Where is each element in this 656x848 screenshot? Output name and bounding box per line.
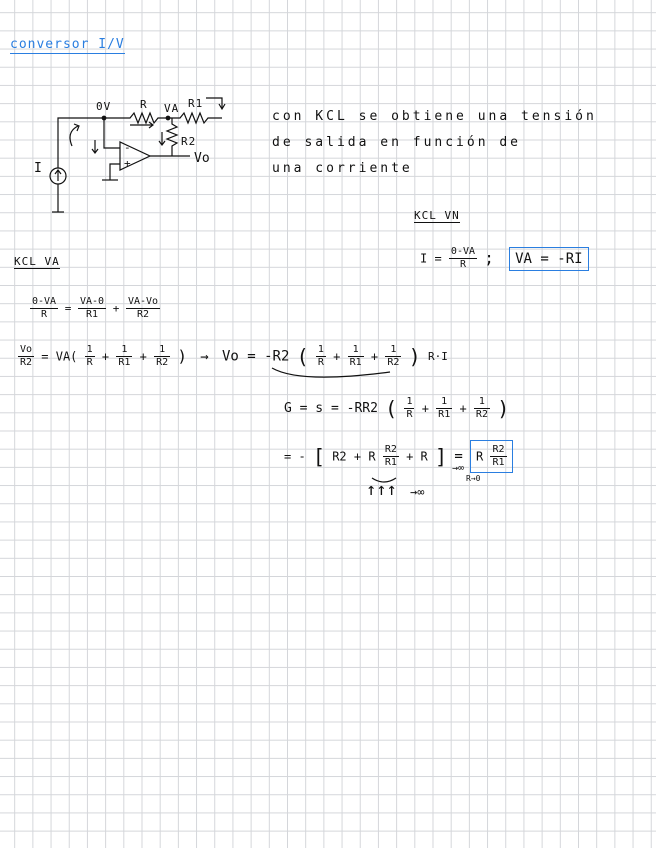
fraction-den: R xyxy=(41,309,48,320)
equation-kcl-va-1 xyxy=(30,296,160,321)
label-r: R xyxy=(140,98,148,111)
fraction-num: 1 xyxy=(474,396,490,409)
fraction xyxy=(30,296,58,321)
fraction-num: 0-VA xyxy=(450,246,476,257)
fraction-num: 1 xyxy=(436,396,452,409)
arrow-to-infinity-small: →∞ xyxy=(452,463,465,474)
plus-sign: + xyxy=(112,302,120,315)
fraction xyxy=(474,396,490,421)
fraction xyxy=(436,396,452,421)
fraction-num: VA-0 xyxy=(79,296,105,307)
resistor-r xyxy=(108,113,168,123)
fraction xyxy=(404,396,414,421)
resistor-r2 xyxy=(167,118,177,156)
wire-inverting xyxy=(104,118,120,148)
equation-kcl-va-2 xyxy=(18,344,448,369)
fraction-den: R xyxy=(317,357,324,368)
equals-sign: = xyxy=(64,302,72,315)
text-line-3: una corriente xyxy=(272,161,413,176)
fraction-num: VA-Vo xyxy=(127,296,159,307)
fraction xyxy=(383,444,399,469)
fraction-den: R xyxy=(406,409,413,420)
r-to-zero-note: R→0 xyxy=(466,474,481,483)
label-r2: R2 xyxy=(181,135,197,148)
fraction-num: 1 xyxy=(348,344,364,357)
label-plus: + xyxy=(124,157,132,170)
label-minus: - xyxy=(124,141,132,154)
gain2-end: + R xyxy=(406,449,428,464)
plus-sign: + xyxy=(459,401,467,416)
boxed-r: R xyxy=(475,449,484,464)
open-bracket: [ xyxy=(312,444,325,469)
fraction-num: 1 xyxy=(317,344,324,355)
eq-vn-sep: ; xyxy=(484,248,494,268)
eq-vo-text: Vo = -R2 xyxy=(221,348,290,365)
fraction-den: R1 xyxy=(384,457,397,468)
label-r1: R1 xyxy=(188,97,204,110)
page-title: conversor I/V xyxy=(10,37,125,52)
arrow-to-infinity: →∞ xyxy=(410,485,425,499)
fraction-den: R1 xyxy=(349,357,362,368)
plus-sign: + xyxy=(370,349,379,364)
fraction-den: R xyxy=(459,259,466,270)
text-line-2: de salida en función de xyxy=(272,135,522,150)
fraction xyxy=(78,296,106,321)
label-i: I xyxy=(34,161,42,176)
fraction-den: R2 xyxy=(475,409,488,420)
boxed-result-va: VA = -RI xyxy=(509,247,588,271)
heading-kcl-vn: KCL VN xyxy=(414,209,460,222)
fraction-den: R xyxy=(86,357,93,368)
fraction-den: R2 xyxy=(387,357,400,368)
fraction xyxy=(154,344,170,369)
eq-tail: R·I xyxy=(427,350,448,363)
eq-vn-lhs: I = xyxy=(420,251,442,266)
fraction xyxy=(316,344,326,369)
fraction xyxy=(385,344,401,369)
fraction xyxy=(126,296,160,321)
close-bracket: ] xyxy=(435,444,448,469)
open-paren: ( xyxy=(385,396,398,421)
gain2-r2: R2 xyxy=(332,449,347,464)
gain2-lhs: = - xyxy=(284,449,306,464)
fraction-den: R2 xyxy=(156,357,169,368)
node-va xyxy=(166,116,170,120)
fraction xyxy=(116,344,132,369)
fraction-num: 1 xyxy=(154,344,170,357)
close-paren: ) xyxy=(177,346,188,366)
loop-current-arrow xyxy=(70,126,78,146)
fraction-den: R1 xyxy=(438,409,451,420)
wire-noninverting xyxy=(110,164,120,180)
fraction xyxy=(85,344,95,369)
label-va: VA xyxy=(164,102,180,115)
plus-sign: + xyxy=(353,449,362,464)
close-paren: ) xyxy=(408,344,421,369)
equation-gain-1 xyxy=(284,396,509,421)
gain-lhs: G = s = -RR2 xyxy=(284,401,378,416)
label-0v: 0V xyxy=(96,100,112,113)
label-vo: Vo xyxy=(194,151,210,166)
fraction-den: R1 xyxy=(118,357,131,368)
fraction-den: R2 xyxy=(20,357,33,368)
text-line-1: con KCL se obtiene una tensión xyxy=(272,109,597,124)
brace-under xyxy=(272,368,390,377)
fraction-num: R2 xyxy=(384,444,397,455)
fraction xyxy=(18,344,34,369)
equation-gain-2 xyxy=(284,440,513,473)
gain2-r: R xyxy=(368,449,376,464)
arrow-icon: → xyxy=(200,348,209,365)
fraction-den: R1 xyxy=(85,309,99,320)
equation-kcl-vn xyxy=(420,246,589,271)
heading-kcl-va: KCL VA xyxy=(14,255,60,268)
up-arrows: ↑↑↑ xyxy=(366,480,397,500)
open-paren: ( xyxy=(296,344,309,369)
fraction-num: 0-VA xyxy=(32,296,57,307)
plus-sign: + xyxy=(139,349,147,364)
fraction xyxy=(490,444,506,469)
wire-top-left xyxy=(58,118,108,142)
fraction-num: 1 xyxy=(116,344,132,357)
fraction-den: R2 xyxy=(136,309,150,320)
fraction-num: 1 xyxy=(86,344,93,355)
current-arrow-r1 xyxy=(206,98,222,108)
fraction-num: Vo xyxy=(20,344,33,355)
fraction-num: 1 xyxy=(406,396,413,407)
plus-sign: + xyxy=(101,349,110,364)
plus-sign: + xyxy=(421,401,429,416)
fraction-vn xyxy=(449,246,477,271)
close-paren: ) xyxy=(497,396,510,421)
fraction-num: R2 xyxy=(492,444,505,455)
fraction xyxy=(348,344,364,369)
equals-sign: = xyxy=(454,448,463,465)
boxed-gain-result xyxy=(470,440,513,473)
fraction-num: 1 xyxy=(385,344,401,357)
eq-va-text: = VA( xyxy=(41,349,78,364)
fraction-den: R1 xyxy=(492,457,505,468)
plus-sign: + xyxy=(333,349,341,364)
